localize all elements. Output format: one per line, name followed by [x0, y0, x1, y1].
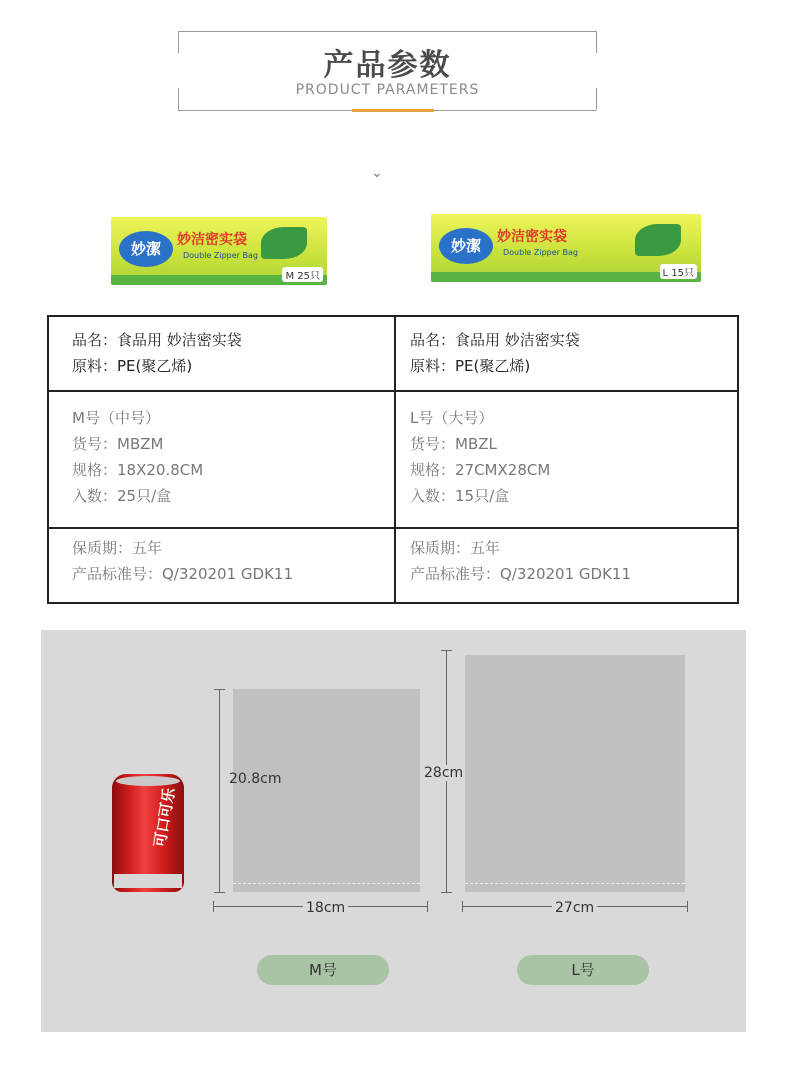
count-text: 入数：25只/盒	[72, 487, 172, 505]
header-frame-top	[178, 31, 596, 32]
spec-text: 规格：18X20.8CM	[72, 461, 204, 479]
bag-m	[233, 689, 420, 892]
product-box-l	[431, 214, 701, 282]
table-divider-row1	[47, 390, 739, 392]
chevron-down-icon: ⌄	[371, 165, 383, 181]
dim-tick	[214, 892, 225, 893]
count-text: 入数：15只/盒	[410, 487, 510, 505]
dim-tick	[213, 901, 214, 912]
dim-tick	[427, 901, 428, 912]
table-divider-row2	[47, 527, 739, 529]
cola-can-image	[112, 774, 184, 892]
leaf-icon	[635, 224, 681, 256]
size-text: L号（大号）	[410, 409, 494, 427]
item-no-text: 货号：MBZM	[72, 435, 164, 453]
material-text: 原料：PE(聚乙烯)	[410, 357, 531, 375]
leaf-icon	[261, 227, 307, 259]
bag-m-zipper	[233, 883, 420, 884]
dim-tick	[214, 689, 225, 690]
dim-label-l-height: 28cm	[424, 765, 464, 781]
standard-text: 产品标准号：Q/320201 GDK11	[72, 565, 293, 583]
size-tag: L 15只	[660, 264, 697, 279]
size-pill-m: M号	[257, 955, 389, 985]
size-pill-l: L号	[517, 955, 649, 985]
table-cell-r3-left	[72, 535, 293, 587]
can-logo: 可口可乐	[150, 786, 179, 849]
dim-tick	[687, 901, 688, 912]
product-eng-name: Double Zipper Bag	[183, 251, 258, 260]
table-cell-r2-left	[72, 405, 203, 509]
size-tag: M 25只	[282, 267, 323, 282]
table-cell-r3-right	[410, 535, 631, 587]
brand-logo: 妙潔	[439, 228, 493, 264]
table-cell-r2-right	[410, 405, 550, 509]
bag-l-zipper	[465, 883, 685, 884]
spec-text: 规格：27CMX28CM	[410, 461, 551, 479]
material-text: 原料：PE(聚乙烯)	[72, 357, 193, 375]
product-name-text: 品名：食品用 妙洁密实袋	[410, 331, 580, 349]
product-name-text: 品名：食品用 妙洁密实袋	[72, 331, 242, 349]
item-no-text: 货号：MBZL	[410, 435, 497, 453]
standard-text: 产品标准号：Q/320201 GDK11	[410, 565, 631, 583]
page-title: 产品参数	[323, 48, 452, 83]
dim-tick	[441, 892, 452, 893]
can-bottom-band	[114, 874, 182, 888]
shelf-life-text: 保质期：五年	[410, 539, 501, 557]
table-cell-r1-left	[72, 327, 242, 379]
product-eng-name: Double Zipper Bag	[503, 248, 578, 257]
product-name: 妙洁密实袋	[177, 232, 247, 248]
product-name: 妙洁密实袋	[497, 229, 567, 245]
product-box-m	[111, 217, 327, 285]
dim-label-m-height: 20.8cm	[229, 771, 282, 787]
table-divider-vertical	[394, 315, 396, 604]
brand-logo: 妙潔	[119, 231, 173, 267]
dim-tick	[462, 901, 463, 912]
shelf-life-text: 保质期：五年	[72, 539, 163, 557]
dim-label-m-width: 18cm	[303, 900, 348, 916]
table-cell-r1-right	[410, 327, 580, 379]
dim-tick	[441, 650, 452, 651]
dim-line-m-height	[219, 689, 220, 893]
header-accent-bar	[352, 109, 434, 112]
size-text: M号（中号）	[72, 409, 160, 427]
dim-label-l-width: 27cm	[552, 900, 597, 916]
page-subtitle: PRODUCT PARAMETERS	[295, 82, 480, 98]
bag-l	[465, 655, 685, 892]
